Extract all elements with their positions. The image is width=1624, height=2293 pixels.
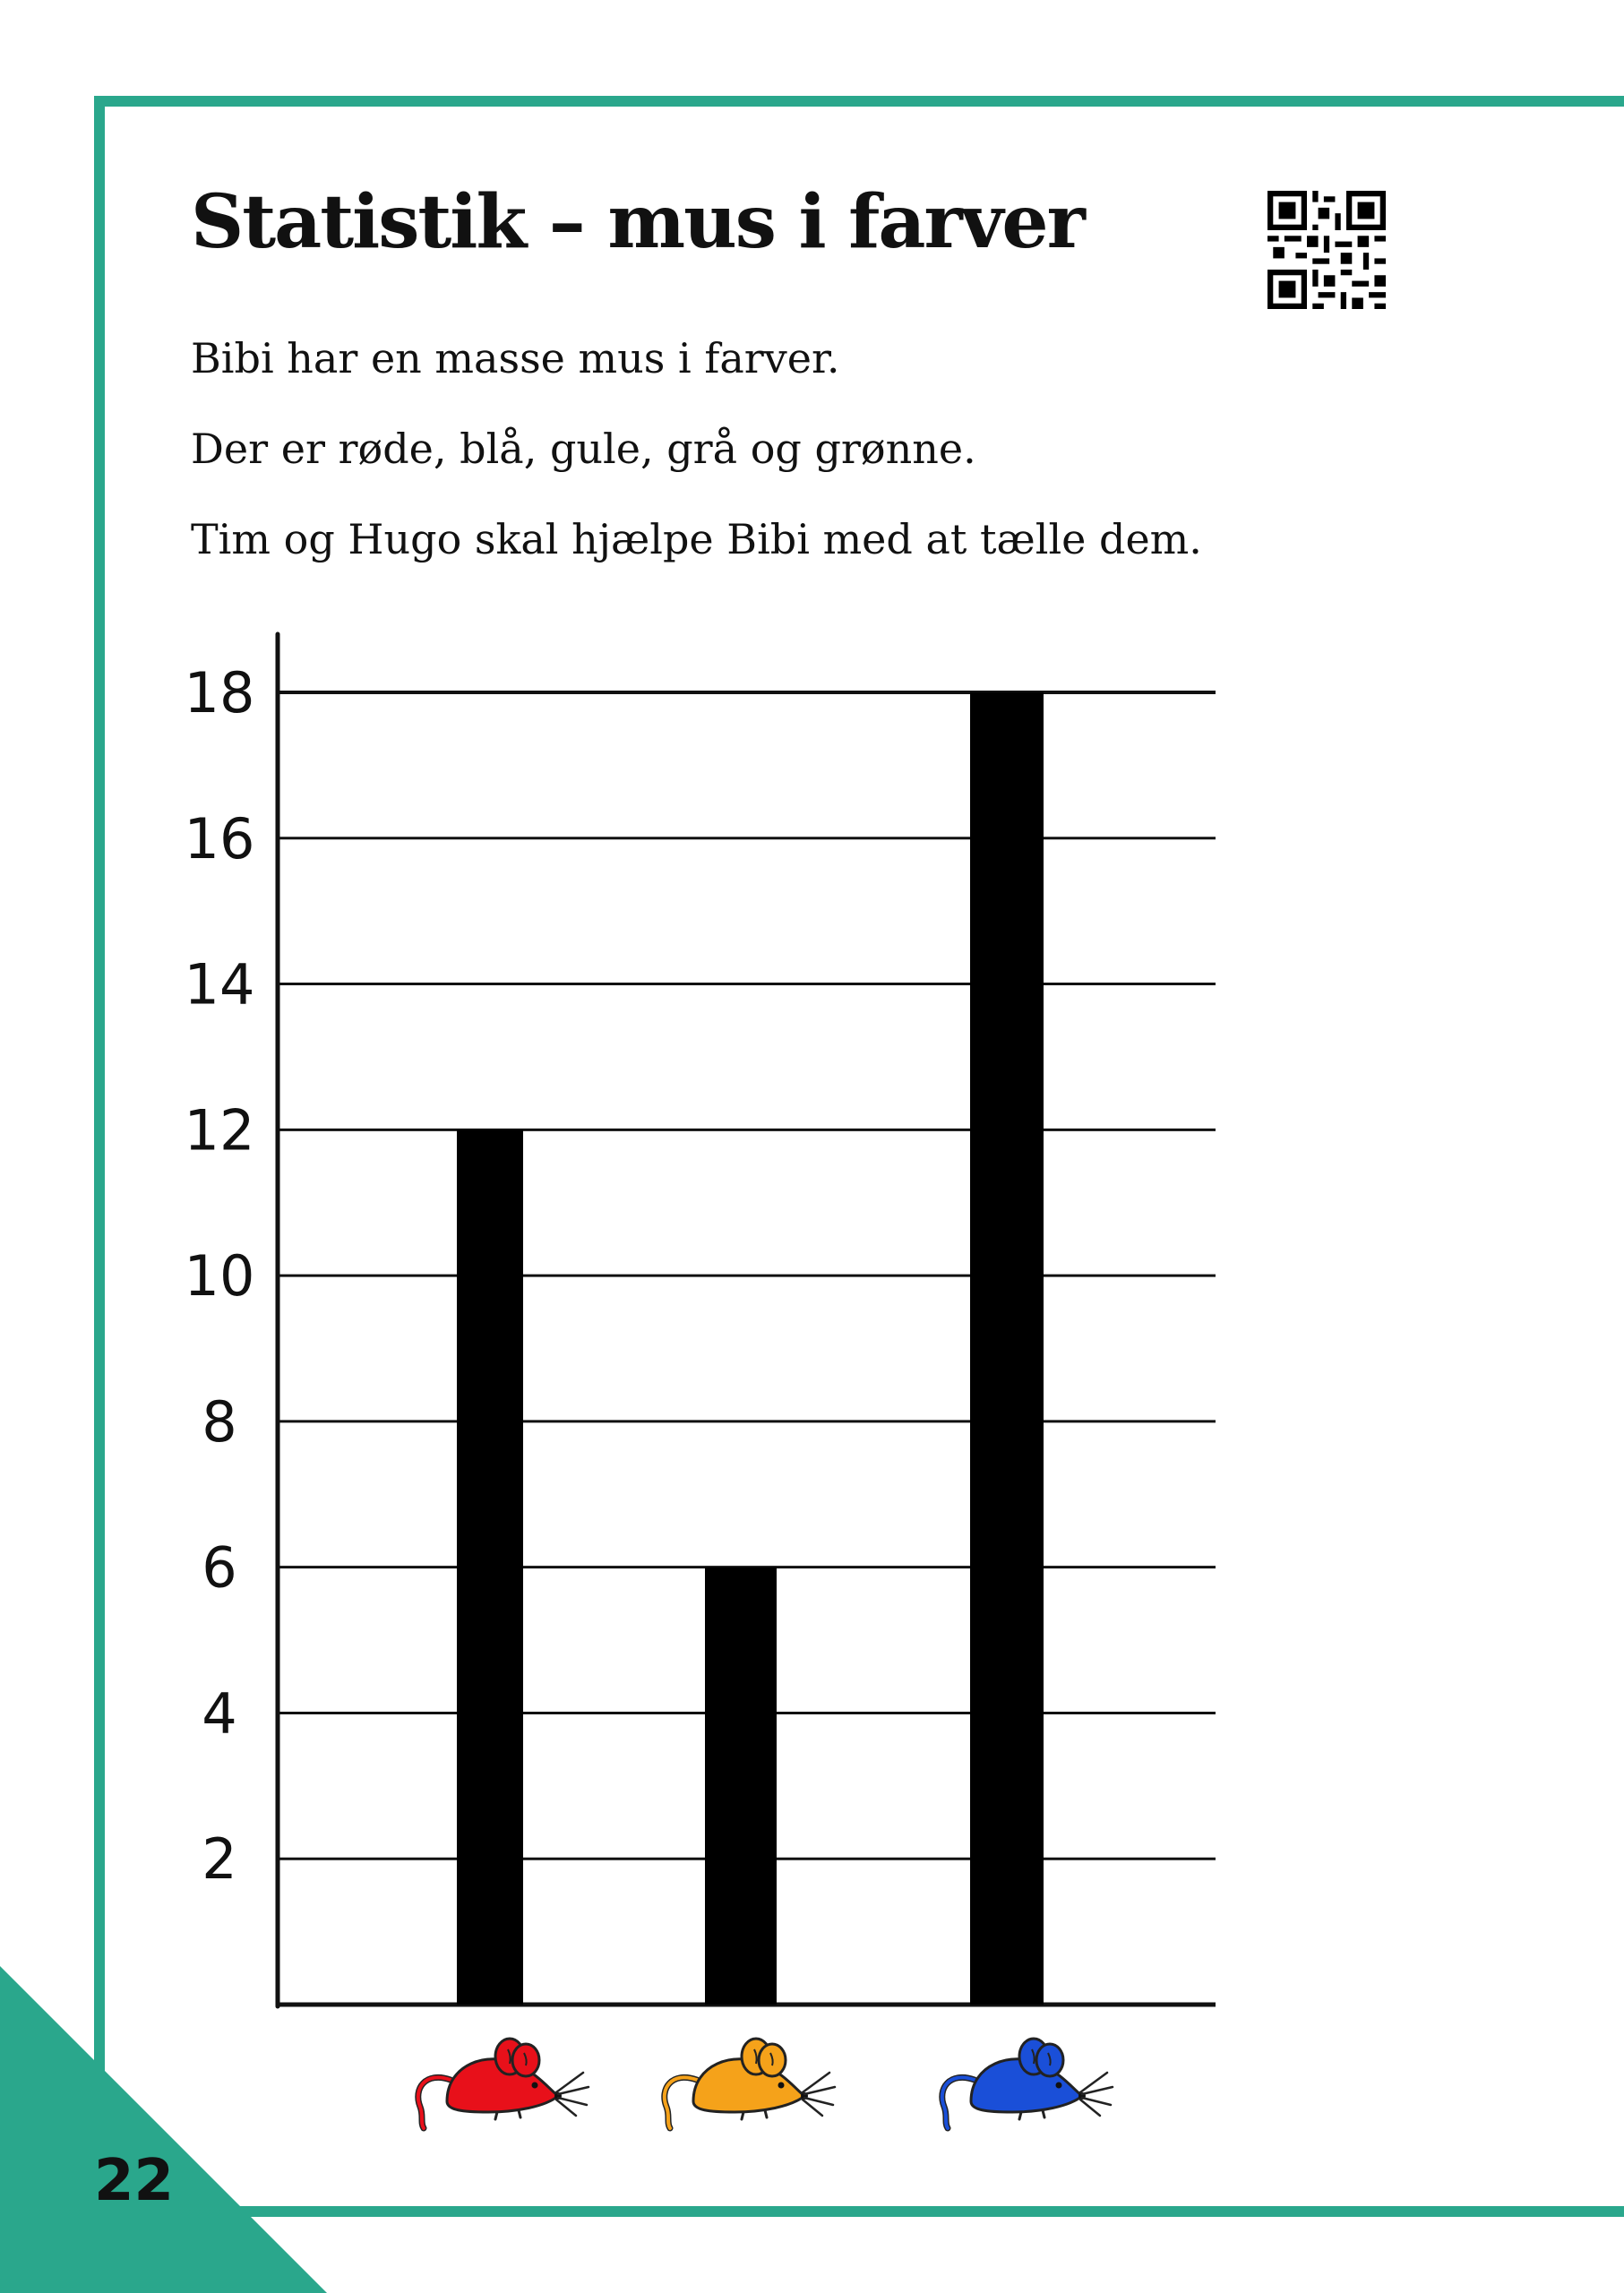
bar (705, 1567, 777, 2005)
intro-line: Bibi har en masse mus i farver. (191, 334, 840, 382)
y-tick-label: 18 (184, 660, 255, 726)
y-tick-label: 16 (184, 805, 255, 872)
page-number: 22 (94, 2148, 175, 2214)
y-tick-label: 2 (202, 1826, 237, 1893)
y-tick-label: 8 (202, 1388, 237, 1455)
y-tick-label: 14 (184, 951, 255, 1018)
orange-mouse-icon (665, 2039, 835, 2128)
y-tick-label: 12 (184, 1097, 255, 1164)
y-tick-label: 10 (184, 1243, 255, 1310)
intro-line: Tim og Hugo skal hjælpe Bibi med at tælle dem. (191, 515, 1202, 563)
intro-line: Der er røde, blå, gule, grå og grønne. (191, 425, 976, 473)
blue-mouse-icon (942, 2039, 1113, 2128)
y-tick-label: 6 (202, 1534, 237, 1601)
bar (457, 1129, 523, 2005)
bar (970, 692, 1044, 2005)
page-title: Statistik – mus i farver (191, 179, 1084, 265)
y-tick-label: 4 (202, 1680, 237, 1747)
red-mouse-icon (418, 2039, 589, 2128)
